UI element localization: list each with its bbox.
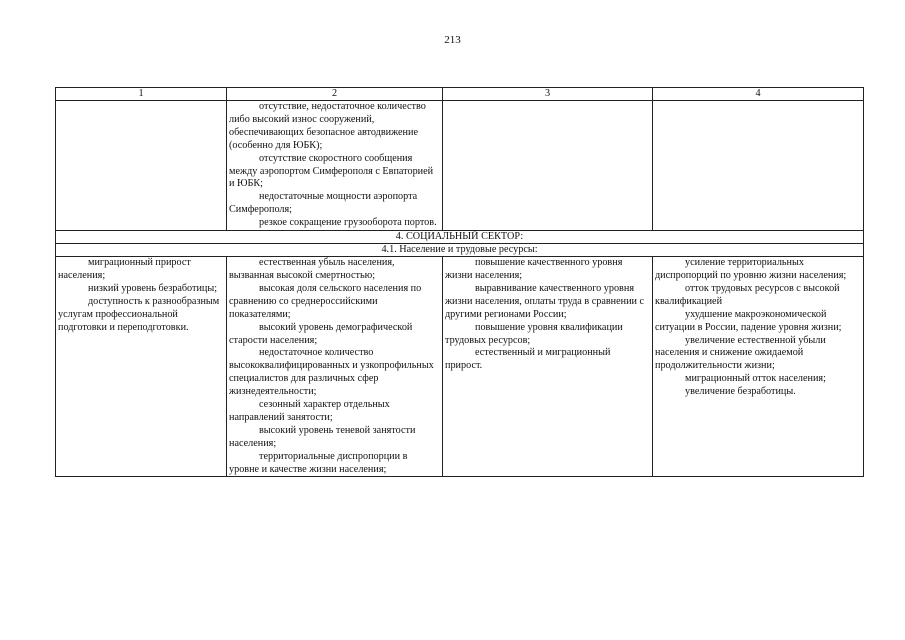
subsector-title: 4.1. Население и трудовые ресурсы:: [56, 244, 864, 257]
header-row: [56, 88, 864, 101]
page-number: 213: [444, 34, 461, 46]
continuation-cell-3: [443, 101, 653, 231]
continuation-cell-1: [56, 101, 227, 231]
list-item: повышение уровня квалификации трудовых ресурсов;: [445, 321, 623, 346]
content-row: [56, 257, 864, 477]
header-cell-4: 4: [653, 88, 864, 101]
list-item: недостаточные мощности аэропорта Симферополя;: [229, 191, 418, 216]
list-item: ухудшение макроэкономической ситуации в России, падение уровня жизни;: [655, 308, 842, 333]
list-item: отсутствие скоростного сообщения между аэропортом Симферополя с Евпаторией и ЮБК;: [229, 152, 434, 190]
list-item: усиление территориальных диспропорций по уровню жизни населения;: [655, 257, 847, 281]
list-item: высокий уровень теневой занятости населения;: [229, 424, 416, 449]
opportunities-cell: [443, 257, 653, 477]
list-item: выравнивание качественного уровня жизни населения, оплаты труда в сравнении с другими регионами России;: [445, 282, 645, 320]
header-cell-1: 1: [56, 88, 227, 101]
sector-row: [56, 231, 864, 244]
list-item: увеличение безработицы.: [685, 386, 796, 398]
continuation-cell-2: [227, 101, 443, 231]
list-item: отток трудовых ресурсов с высокой квалификацией: [655, 282, 840, 307]
weaknesses-cell: [227, 257, 443, 477]
strengths-cell: [56, 257, 227, 477]
subsector-row: [56, 244, 864, 257]
list-item: недостаточное количество высококвалифицированных и узкопрофильных специалистов для различных сфер жизнедеятельности;: [229, 347, 434, 398]
list-item: высокая доля сельского населения по сравнению со среднероссийскими показателями;: [229, 282, 422, 320]
list-item: естественная убыль населения, вызванная высокой смертностью;: [229, 257, 395, 281]
list-item: отсутствие, недостаточное количество либо высокий износ сооружений, обеспечивающих безопасное автодвижение (особенно для ЮБК);: [229, 101, 426, 151]
header-cell-2: 2: [227, 88, 443, 101]
threats-cell: [653, 257, 864, 477]
list-item: высокий уровень демографической старости населения;: [229, 321, 413, 346]
list-item: сезонный характер отдельных направлений занятости;: [229, 399, 390, 423]
list-item: территориальные диспропорции в уровне и качестве жизни населения;: [229, 450, 408, 475]
header-cell-3: 3: [443, 88, 653, 101]
continuation-cell-4: [653, 101, 864, 231]
sector-title: 4. СОЦИАЛЬНЫЙ СЕКТОР:: [56, 231, 864, 244]
list-item: увеличение естественной убыли населения и снижение ожидаемой продолжительности жизни;: [655, 334, 826, 372]
list-item: низкий уровень безработицы;: [88, 282, 218, 294]
list-item: повышение качественного уровня жизни населения;: [445, 257, 623, 281]
list-item: доступность к разнообразным услугам профессиональной подготовки и переподготовки.: [58, 295, 220, 333]
continuation-row: [56, 101, 864, 231]
list-item: резкое сокращение грузооборота портов.: [259, 217, 437, 229]
list-item: естественный и миграционный прирост.: [445, 347, 611, 372]
list-item: миграционный прирост населения;: [58, 257, 191, 281]
list-item: миграционный отток населения;: [685, 373, 826, 385]
swot-table: [55, 87, 864, 477]
